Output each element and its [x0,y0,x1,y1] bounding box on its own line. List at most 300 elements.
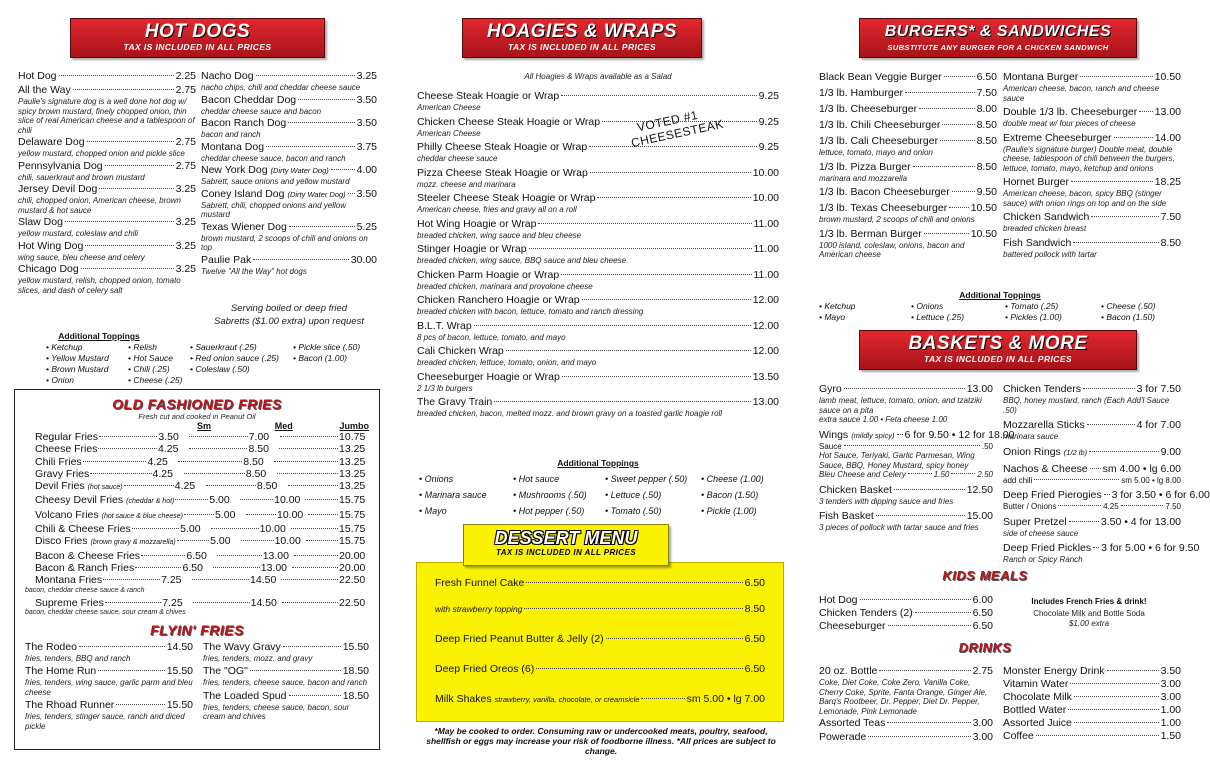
menu-item [203,641,369,664]
item-description: breaded chicken, bacon, melted mozz. and brown gravy on a toasted garlic hoagie roll [417,409,723,418]
topping-item: • Cheese (.25) [128,375,190,386]
item-name: Hot Wing Hoagie or Wrap [417,217,537,230]
toppings-column [419,471,513,519]
menu-item-row [1003,691,1181,704]
item-price: 8.50 [744,603,765,615]
fries-price-jumbo: 20.00 [339,549,366,562]
dessert-item [435,663,765,676]
fries-row [35,468,369,480]
item-description: Sabrett, sauce onions and yellow mustard [201,177,350,186]
menu-item-row [1003,489,1210,502]
item-description: 1000 island, coleslaw, onions, bacon and American cheese [819,240,965,259]
fries-row [35,480,369,494]
menu-item-row [1003,446,1181,459]
item-description: lettuce, tomato, mayo and onion [819,148,933,157]
item-price: 4.00 [356,164,377,176]
dessert-list [435,577,765,676]
item-price: 10.00 [752,166,779,179]
item-sauce-label: Sauce [819,441,842,451]
topping-item: • Hot Sauce [128,353,190,364]
item-description: American Cheese [417,128,481,138]
menu-item [819,717,993,730]
item-name: Chicken Tenders [1003,383,1082,395]
item-description: yellow mustard, relish, chopped onion, tomato slices, and dash of celery salt [18,276,181,295]
item-extra: Bleu Cheese and Celery [819,470,906,479]
fries-price-med: 10.00 [274,535,301,548]
menu-item-row [1003,542,1200,555]
toppings-column [513,471,605,519]
menu-item [819,103,997,116]
item-price: 2.75 [175,136,196,148]
item-description: Coke, Diet Coke, Coke Zero, Vanilla Coke, Cherry Coke, Sprite, Fanta Orange, Ginger Ale, Barq's Rootbeer, Dr. Pepper, Diet Dr. Pepper, Lemonade, Pink Lemonade [819,678,988,716]
fries-header-sm: Sm [197,421,212,431]
topping-item: • Yellow Mustard [46,353,128,364]
item-name: Chicken Parm Hoagie or Wrap [417,268,560,281]
item-name: The "OG" [203,665,248,678]
item-name: Cheese Steak Hoagie or Wrap [417,90,560,102]
menu-item [203,690,369,722]
topping-item: • Tomato (.50) [605,503,701,519]
menu-item-row [1003,704,1181,717]
fries-title: OLD FASHIONED FRIES [112,396,282,412]
menu-item-row [201,164,377,177]
item-price: 3.00 [972,717,993,729]
item-sauce-row [819,442,993,452]
baskets-subtitle: TAX IS INCLUDED IN ALL PRICES [924,354,1072,364]
fries-note: (hot sauce) [87,484,123,492]
fries-name: Gravy Fries [35,467,90,480]
item-name: Chicken Basket [819,483,892,496]
menu-item [1003,665,1181,678]
kids-list [819,594,993,633]
menu-item [18,263,196,295]
fries-price-sm: 6.50 [186,549,207,562]
fries-note: (cheddar & hot) [126,498,175,506]
burgers-subtitle: SUBSTITUTE ANY BURGER FOR A CHICKEN SANDWICH [887,43,1109,52]
item-description: 8 pcs of bacon, lettuce, tomato, and mayo [417,332,566,342]
item-name: Mozzarella Sticks [1003,419,1085,431]
menu-item-row [1003,106,1181,119]
item-price: 9.25 [758,115,779,128]
item-price: 3.25 [175,263,196,275]
item-price: 6.50 [976,71,997,83]
item-name: Jersey Devil Dog [18,183,98,195]
fries-row [35,550,369,562]
hoagies-salad-note: All Hoagies & Wraps available as a Salad [524,72,672,81]
fries-header-jumbo: Jumbo [339,421,369,431]
topping-item: • Mayo [419,503,513,519]
menu-item [1003,446,1181,459]
menu-item-row [819,717,993,730]
item-note: (Dirty Water Dog) [287,189,346,199]
menu-item [18,240,196,263]
item-price: 18.50 [342,665,369,678]
menu-item [18,136,196,159]
kids-includes-line1: Includes French Fries & drink! [1031,597,1147,606]
item-description: breaded chicken, wing sauce and bleu cheese [417,230,582,240]
item-price: 18.50 [342,689,369,702]
fries-price-med: 8.50 [243,455,264,468]
fries-name: Cheese Fries [35,443,98,456]
menu-item [819,135,997,158]
item-add-price: sm 5.00 • lg 8.00 [1121,475,1181,485]
item-name: 1/3 lb. Berman Burger [819,227,922,240]
fries-price-med: 8.50 [245,467,267,480]
fries-price-sm: 7.25 [162,597,183,610]
fries-row [35,509,369,523]
item-description: Paulie's signature dog is a well done hot dog w/ spicy brown mustard, finely chopped onion, thin slice of real American cheese and a tablespoon of chili [18,97,195,135]
burgers-title: BURGERS* & SANDWICHES [884,23,1112,40]
item-description: yellow mustard, coleslaw and chili [18,229,139,238]
item-description: American cheese, bacon, spicy BBQ (stinger sauce) with onion rings on top and on the side [1003,189,1167,208]
menu-item-row [201,94,377,107]
menu-item [819,202,997,225]
item-price: 8.50 [976,135,997,147]
fries-price-jumbo: 13.25 [339,467,366,480]
fries-row [35,562,369,574]
menu-item-row [417,269,779,282]
menu-item-row [18,216,196,229]
item-description: Ranch or Spicy Ranch [1003,555,1083,564]
topping-item: • Chili (.25) [128,364,190,375]
milk-shakes-name: Milk Shakes [435,693,492,705]
menu-item [417,294,779,317]
item-name: Deep Fried Oreos (6) [435,663,535,675]
hoagies-toppings-title: Additional Toppings [557,458,639,468]
menu-item-row [417,345,779,358]
item-price: 14.00 [1154,131,1181,144]
drinks-title: DRINKS [958,640,1012,655]
item-description: cheddar cheese sauce and bacon [201,106,322,116]
item-name: Slaw Dog [18,216,63,228]
menu-item [417,396,779,419]
topping-item: • Lettuce (.50) [605,487,701,503]
menu-item-row [819,228,997,241]
item-price: 8.50 [976,119,997,131]
item-name: Chicken Ranchero Hoagie or Wrap [417,294,580,306]
menu-item [1003,542,1200,565]
dessert-item [435,633,765,646]
menu-item [417,320,779,343]
menu-item [203,665,369,688]
toppings-column [911,301,1005,323]
menu-item [25,641,193,664]
item-name: Cheeseburger [819,620,886,632]
menu-item [819,594,993,607]
menu-item-row [417,294,779,307]
menu-item [417,371,779,394]
item-price: 3.50 [1160,665,1181,677]
menu-item-row [819,665,993,678]
item-name: 1/3 lb. Cheeseburger [819,103,918,115]
flyin-fries-title: FLYIN' FRIES [150,621,244,638]
menu-item [18,216,196,239]
topping-item: • Pickle (1.00) [701,503,781,519]
dessert-box [416,562,784,722]
fries-name: Devil Fries [35,480,85,493]
fries-price-jumbo: 15.75 [338,494,366,507]
item-name: Philly Cheese Steak Hoagie or Wrap [417,141,588,153]
menu-item [819,87,997,100]
fries-price-jumbo: 22.50 [338,574,366,587]
toppings-column [819,301,911,323]
hotdogs-left-list [18,70,196,296]
menu-item-row [18,183,196,196]
menu-item [819,228,997,260]
item-price: 1.00 [1160,717,1181,729]
item-description: fries, tenders, BBQ and ranch [25,653,131,663]
menu-item [819,161,997,184]
item-name: The Rhoad Runner [25,699,115,712]
toppings-column [128,342,190,386]
item-description: wing sauce, bleu cheese and celery [18,252,145,262]
item-price: 3.00 [1160,691,1181,703]
milk-shakes-row [435,693,765,706]
menu-item [201,94,377,117]
item-price: 7.50 [1160,211,1181,223]
item-add-price: 4.25 [1103,502,1119,511]
menu-item [1003,730,1181,743]
dessert-subtitle: TAX IS INCLUDED IN ALL PRICES [496,548,636,557]
item-description: (Paulie's signature burger) Double meat, double cheese, tablespoon of chili between the burgers, lettuce, tomato, mayo, ketchup and onions [1003,144,1175,173]
item-description: battered pollock with tartar [1003,249,1097,259]
item-description: Sabrett, chili, chopped onions and yellow mustard [201,200,346,219]
item-name: 1/3 lb. Hamburger [819,87,904,99]
item-description: marinara sauce [1003,432,1059,441]
fries-price-sm: 4.25 [157,443,179,456]
item-name: The Wavy Gravy [203,640,281,653]
item-name: Deep Fried Peanut Butter & Jelly (2) [435,633,604,645]
item-price: 7.50 [976,87,997,99]
item-name: Hot Wing Dog [18,239,84,252]
item-price: 10.50 [1154,71,1181,83]
fries-subtitle: Fresh cut and cooked in Peanut Oil [138,412,256,421]
fries-price-jumbo: 22.50 [338,597,366,610]
item-description: American cheese, bacon, ranch and cheese sauce [1003,84,1160,103]
item-name: Cali Chicken Wrap [417,345,504,357]
fries-price-med: 10.00 [274,494,301,507]
fries-price-med: 10.00 [276,508,304,521]
topping-item: • Pickles (1.00) [1005,312,1101,323]
item-name: Hornet Burger [1003,176,1069,188]
fries-price-sm: 5.00 [210,535,231,548]
item-name: Paulie Pak [201,253,252,266]
item-price: 3.50 [356,187,377,200]
item-price: 30.00 [350,253,377,266]
item-name: 1/3 lb. Texas Cheeseburger [819,202,948,214]
fries-price-sm: 7.25 [161,574,182,587]
menu-item [1003,106,1181,129]
topping-item: • Brown Mustard [46,364,128,375]
menu-item-row [1003,71,1181,84]
fries-price-sm: 5.00 [209,494,230,507]
menu-item-row [201,70,377,83]
burgers-toppings [819,301,1181,323]
menu-item-row [201,141,377,154]
voted-number-one-stamp: VOTED #1 CHEESESTEAK [629,107,725,151]
menu-item [417,116,779,139]
menu-item [1003,704,1181,717]
menu-item-row [18,136,196,149]
item-extra: extra sauce 1.00 • Feta cheese 1.00 [819,415,948,424]
item-price: 15.50 [342,640,369,653]
menu-item [819,383,993,425]
item-name: Deep Fried Pickles [1003,542,1092,554]
menu-item [417,141,779,164]
menu-item-row [201,117,377,130]
item-name: Pizza Cheese Steak Hoagie or Wrap [417,166,588,179]
fries-price-med: 7.00 [248,431,270,443]
item-price: 18.25 [1154,176,1181,188]
item-name: 20 oz. Bottle [819,665,878,677]
menu-item [417,345,779,368]
fries-price-sm: 4.25 [152,467,173,480]
menu-item-row [819,186,997,199]
fries-price-jumbo: 15.75 [338,535,366,548]
fries-price-jumbo: 10.75 [339,431,366,443]
menu-item-row [417,90,779,103]
kids-includes-line3: $1.00 extra [1068,618,1110,628]
item-description: double meat w/ four pieces of cheese [1003,119,1136,128]
topping-item: • Bacon (1.50) [701,487,781,503]
menu-item [1003,71,1181,103]
hotdogs-title: HOT DOGS [144,21,251,42]
menu-item [819,119,997,132]
menu-item-row [819,71,997,84]
item-name: Montana Dog [201,140,265,153]
menu-item-row [201,254,377,267]
menu-item [819,620,993,633]
item-price: 6.00 [972,594,993,606]
menu-item [417,269,779,292]
item-price: 3.00 [1160,678,1181,690]
fries-box [14,389,380,750]
fries-name: Disco Fries [35,535,88,548]
item-name: Chicken Tenders (2) [819,607,913,619]
item-description: Twelve "All the Way" hot dogs [201,266,307,276]
item-price: 10.50 [970,227,997,240]
burgers-right-list [1003,71,1181,262]
item-name: Extreme Cheeseburger [1003,131,1112,144]
drinks-left-list [819,665,993,745]
toppings-column [190,342,293,386]
item-name: Double 1/3 lb. Cheeseburger [1003,106,1138,118]
fries-price-sm: 4.25 [174,480,196,493]
topping-item: • Onions [911,301,1005,312]
menu-item-row [819,87,997,100]
item-price: 3 for 5.00 • 6 for 9.50 [1101,542,1200,554]
menu-item [1003,516,1181,539]
topping-item: • Onions [419,471,513,487]
item-price: 14.50 [166,640,193,653]
item-name: The Home Run [25,665,97,678]
item-price: 15.50 [166,665,193,678]
menu-item-row [1003,211,1181,224]
fries-price-sm: 6.50 [182,561,203,574]
kids-meals-title: KIDS MEALS [942,568,1028,583]
item-name: Nachos & Cheese [1003,462,1088,475]
menu-item-row [819,484,993,497]
kids-includes [1003,597,1175,628]
item-name: Vitamin Water [1003,678,1069,690]
fries-price-jumbo: 15.75 [339,523,366,536]
menu-item-row [417,141,779,154]
item-name: Monster Energy Drink [1003,665,1105,677]
item-name: Deep Fried Pierogies [1003,489,1102,501]
item-name: Bacon Cheddar Dog [201,93,297,106]
item-description: mozz. cheese and marinara [417,179,516,189]
topping-item: • Pickle slice (.50) [293,342,373,353]
menu-item [201,70,377,93]
fries-price-sm: 3.50 [158,431,179,443]
fries-price-med: 13.00 [262,549,289,562]
item-description: Hot Sauce, Teriyaki, Garlic Parmesan, Wing Sauce, BBQ, Honey Mustard, spicy honey [819,451,975,470]
item-description: BBQ, honey mustard, ranch (Each Add'l Sauce .50) [1003,396,1170,415]
menu-item-row [201,221,377,234]
baskets-title: BASKETS & MORE [908,333,1088,354]
menu-item-row [18,160,196,173]
topping-item: • Marinara sauce [419,487,513,503]
item-name: 1/3 lb. Chili Cheeseburger [819,119,941,131]
menu-item [1003,463,1181,486]
item-price: 12.00 [752,345,779,357]
menu-item-row [1003,678,1181,691]
item-name: The Gravy Train [417,396,493,408]
item-description: fries, tenders, cheese sauce, bacon, sour cream and chives [203,702,350,722]
menu-item-row [1003,132,1181,145]
item-name: 1/3 lb. Pizza Burger [819,160,911,173]
fries-price-med: 8.50 [248,443,269,456]
topping-item: • Coleslaw (.50) [190,364,293,375]
item-price: 3.50 [356,93,377,106]
menu-item-row [417,116,779,129]
toppings-column [293,342,373,386]
menu-item-row [18,84,196,97]
menu-item [417,167,779,190]
menu-item [1003,132,1181,174]
menu-item-row [417,167,779,180]
item-add-label: add chili [1003,475,1033,485]
item-description: breaded chicken, wing sauce, BBQ sauce and bleu cheese [417,256,627,265]
item-name: Delaware Dog [18,136,85,148]
menu-item-row [1003,463,1181,476]
item-name: Bacon Ranch Dog [201,117,287,129]
hotdogs-toppings [46,342,376,386]
item-price: 15.00 [966,510,993,522]
fries-size-header [197,421,369,431]
topping-item: • Hot pepper (.50) [513,503,605,519]
menu-item [201,141,377,164]
item-price: 4 for 7.00 [1136,419,1181,431]
menu-item [18,70,196,83]
fries-description: bacon, cheddar cheese sauce, sour cream & chives [25,609,186,617]
item-name: Chicken Sandwich [1003,211,1090,223]
item-price: 2.75 [175,159,196,172]
topping-item: • Red onion sauce (.25) [190,353,293,364]
item-description: breaded chicken breast [1003,224,1087,233]
menu-item [417,218,779,241]
menu-item [1003,176,1181,208]
menu-item [819,665,993,716]
fries-price-med: 13.00 [260,561,288,574]
menu-item [1003,383,1181,415]
item-name: Super Pretzel [1003,515,1067,528]
item-add-row [1003,476,1181,486]
menu-item [1003,717,1181,730]
item-name: Chicken Cheese Steak Hoagie or Wrap [417,115,601,128]
menu-item-row [819,510,993,523]
dessert-title: DESSERT MENU [494,528,638,548]
